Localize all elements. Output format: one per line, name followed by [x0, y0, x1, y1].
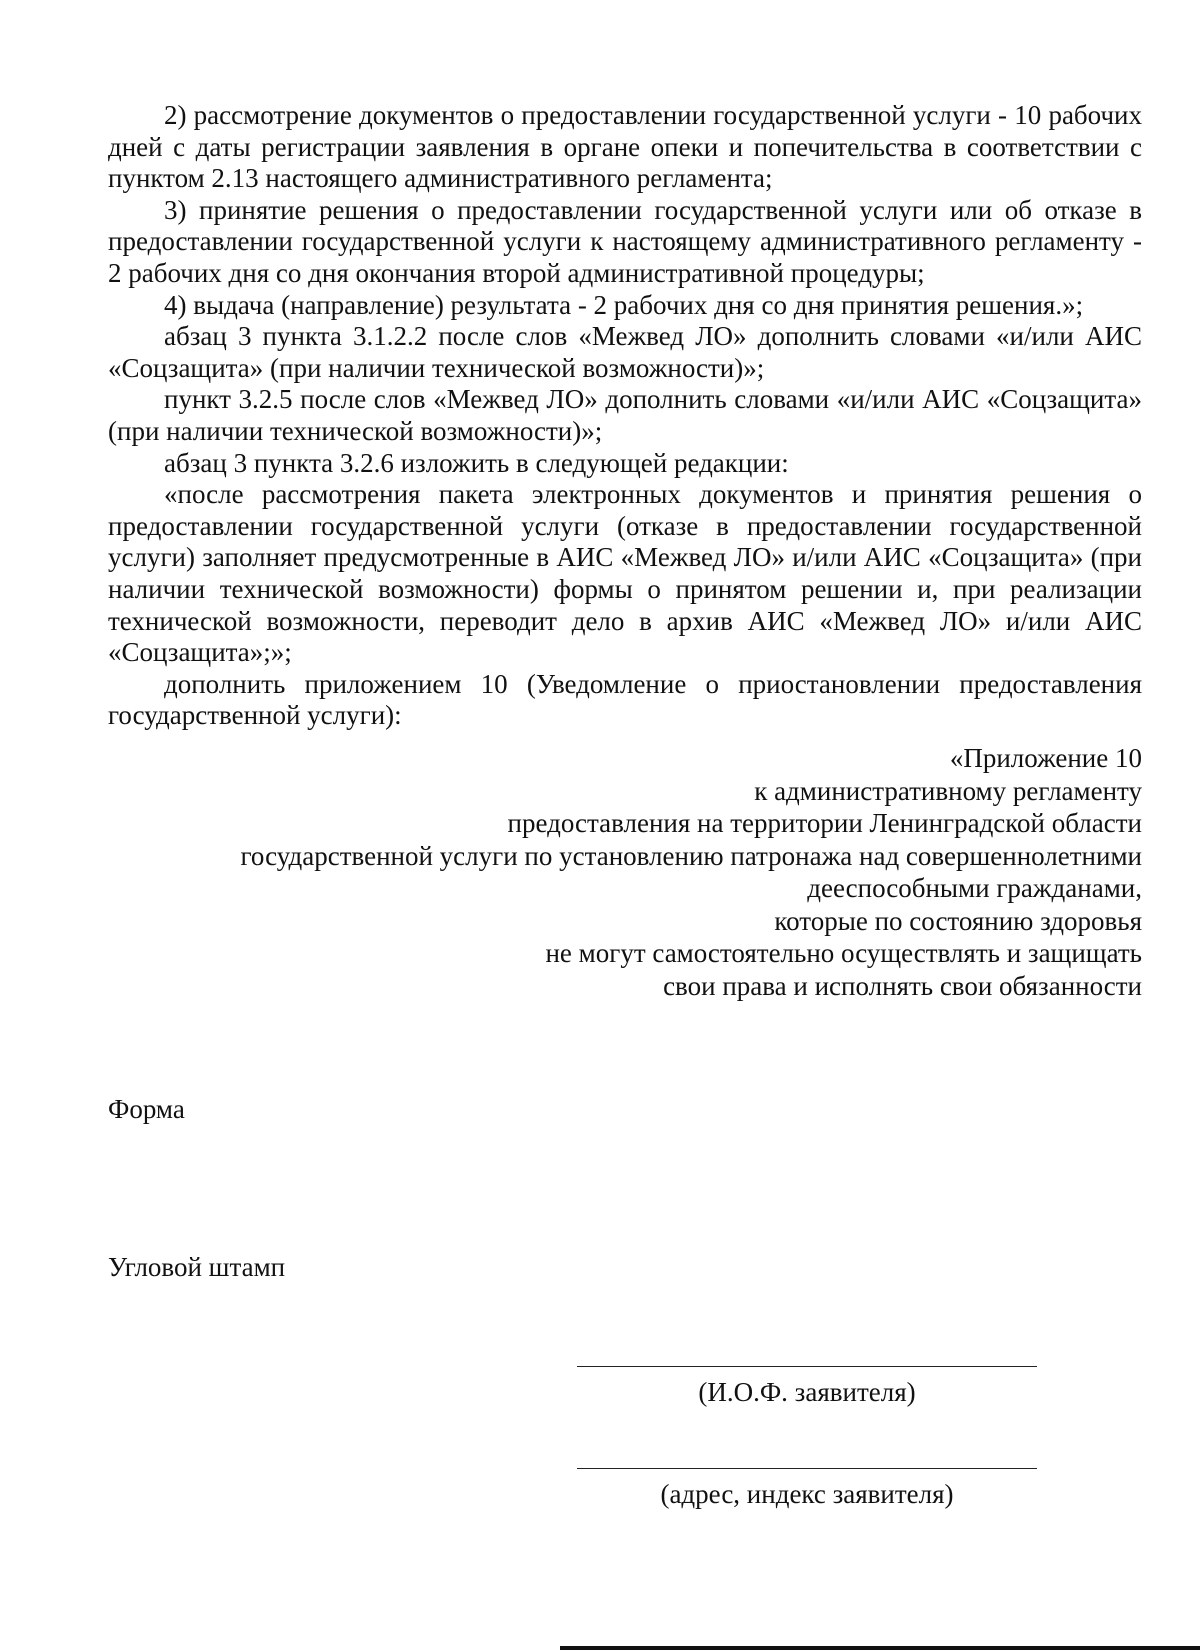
paragraph-decision: 3) принятие решения о предоставлении государственной услуги или об отказе в предоставлении государственной услуги к настоящему административного регламенту - 2 рабочих дня со дня окончания второй административной процедуры; — [108, 194, 1142, 288]
annex-header — [160, 742, 1142, 1002]
applicant-name-line — [577, 1366, 1037, 1367]
paragraph-amend-3-2-6: абзац 3 пункта 3.2.6 изложить в следующей редакции: — [164, 447, 789, 478]
annex-header-line: «Приложение 10 — [949, 743, 1142, 773]
corner-stamp-label: Угловой штамп — [108, 1252, 286, 1282]
applicant-address-caption: (адрес, индекс заявителя) — [660, 1479, 954, 1509]
paragraph-amend-3-2-5: пункт 3.2.5 после слов «Межвед ЛО» дополнить словами «и/или АИС «Соцзащита» (при наличии технической возможности)»; — [108, 384, 1142, 446]
annex-header-line: не могут самостоятельно осуществлять и защищать — [545, 938, 1142, 968]
paragraph-amend-3-1-2-2: абзац 3 пункта 3.1.2.2 после слов «Межвед ЛО» дополнить словами «и/или АИС «Соцзащита» (при наличии технической возможности)»; — [108, 321, 1142, 383]
form-label: Форма — [108, 1094, 185, 1124]
annex-header-line: предоставления на территории Ленинградской области — [507, 808, 1142, 838]
annex-header-line: свои права и исполнять свои обязанности — [663, 970, 1142, 1001]
annex-header-line: дееспособными гражданами, — [807, 873, 1142, 903]
body-text — [108, 100, 1142, 732]
paragraph-review-documents: 2) рассмотрение документов о предоставлении государственной услуги - 10 рабочих дней с даты регистрации заявления в органе опеки и попечительства в соответствии с пунктом 2.13 настоящего административного регламента; — [108, 100, 1142, 194]
annex-header-line: государственной услуги по установлению патронажа над совершеннолетними — [240, 840, 1142, 871]
paragraph-add-annex: дополнить приложением 10 (Уведомление о приостановлении предоставления государственной услуги): — [108, 668, 1142, 731]
annex-header-line: которые по состоянию здоровья — [774, 905, 1142, 936]
paragraph-issue-result: 4) выдача (направление) результата - 2 рабочих дня со дня принятия решения.»; — [164, 289, 1084, 320]
annex-header-line: к административному регламенту — [754, 775, 1142, 806]
applicant-name-caption: (И.О.Ф. заявителя) — [698, 1377, 916, 1407]
paragraph-new-wording: «после рассмотрения пакета электронных документов и принятия решения о предоставлении государственной услуги (отказе в предоставлении государственной услуги) заполняет предусмотренные в АИС «Межвед ЛО» и/или АИС «Соцзащита» (при наличии технической возможности) формы о принятом решении и, при реализации технической возможности, переводит дело в архив АИС «Межвед ЛО» и/или АИС «Соцзащита»;»; — [108, 479, 1142, 668]
page-bottom-rule — [560, 1646, 1200, 1650]
applicant-address-line — [577, 1468, 1037, 1469]
